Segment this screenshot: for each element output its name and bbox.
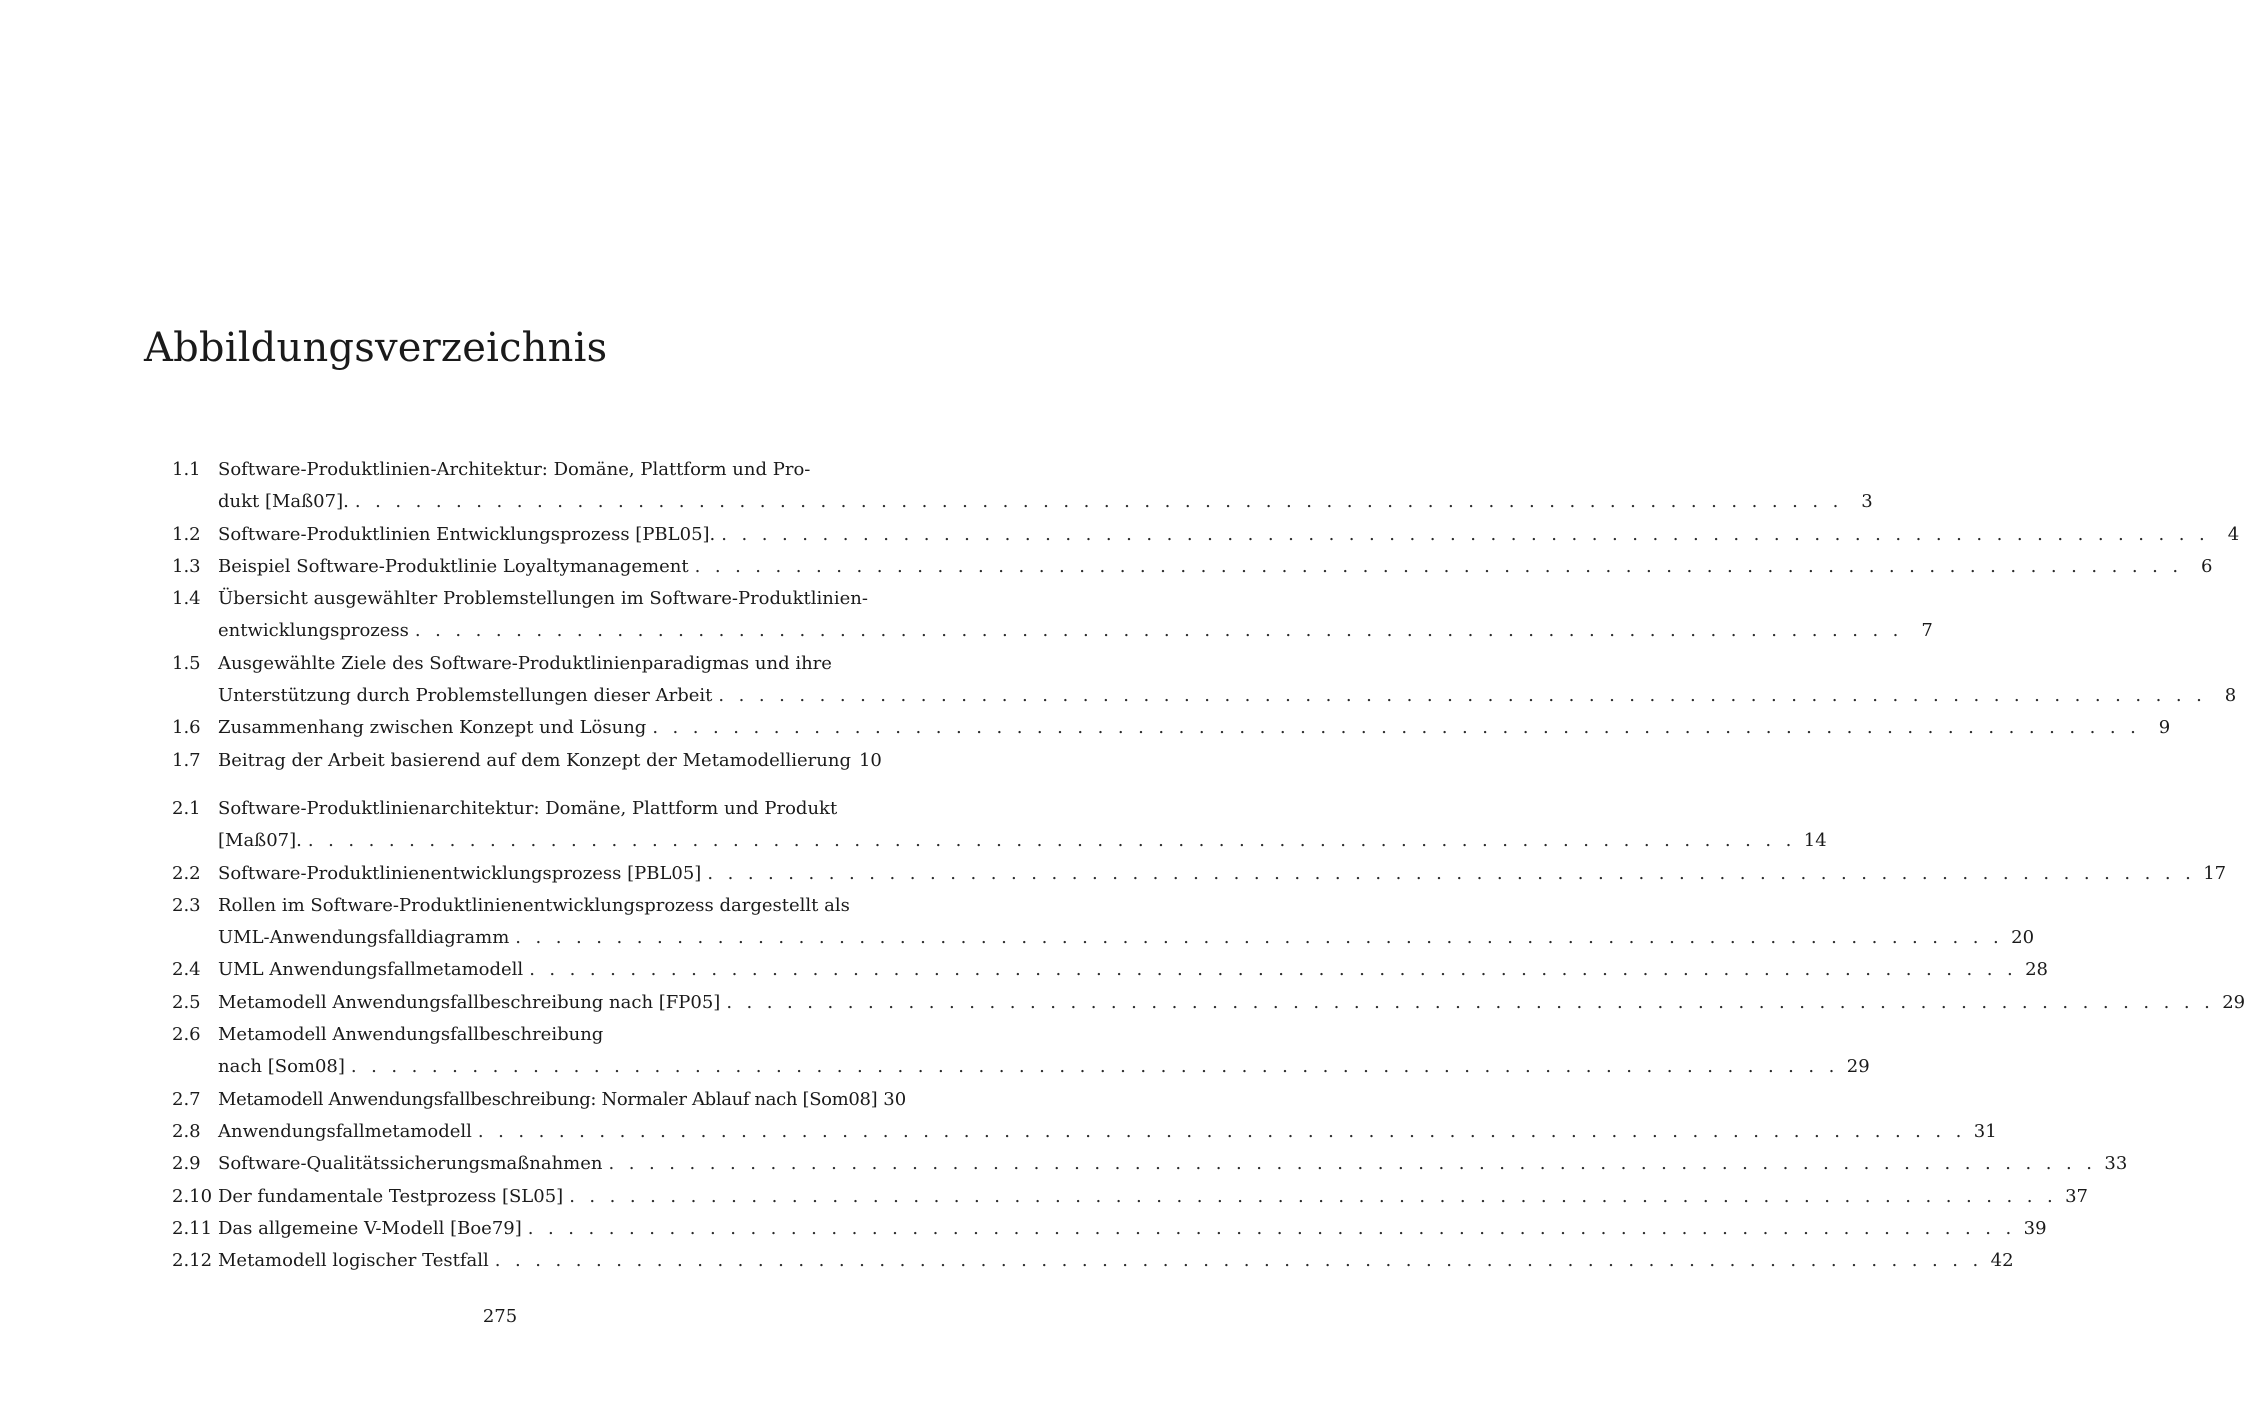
figure-page: 33 <box>2104 1153 2128 1175</box>
figure-page: 8 <box>2224 685 2237 707</box>
figure-entry-1-4 <box>172 583 1933 648</box>
figure-entry-1-7 <box>172 745 882 777</box>
figure-caption-line: Metamodell Anwendungsfallbeschreibung <box>218 1024 604 1046</box>
figure-caption-line: Metamodell logischer Testfall <box>218 1250 489 1272</box>
figure-number: 1.6 <box>172 717 201 739</box>
dot-leader <box>478 1116 1966 1148</box>
figure-entry-2-8 <box>172 1116 1997 1148</box>
figure-caption-line: Software-Produktlinien-Architektur: Domäne, Plattform und Pro- <box>218 459 811 480</box>
figure-entry-2-1 <box>172 793 1827 858</box>
dot-leader <box>695 551 2183 583</box>
figure-caption-line: Software-Produktlinien Entwicklungsprozess [PBL05]. <box>218 523 716 545</box>
figure-number: 2.1 <box>172 797 201 819</box>
figure-caption-line: Beispiel Software-Produktlinie Loyaltymanagement <box>218 555 689 577</box>
figure-page: 39 <box>2023 1217 2047 1239</box>
dot-leader <box>718 680 2206 712</box>
dot-leader <box>652 712 2140 744</box>
figure-caption-line: Das allgemeine V-Modell [Boe79] <box>218 1217 522 1239</box>
dot-leader <box>609 1148 2097 1180</box>
figure-entry-2-11 <box>172 1213 2047 1245</box>
figure-page: 30 <box>883 1088 907 1110</box>
figure-caption-line: Software-Qualitätssicherungsmaßnahmen <box>218 1153 603 1175</box>
figure-number: 1.2 <box>172 523 201 545</box>
page-number: 275 <box>482 1306 518 1327</box>
figure-entry-1-1 <box>172 454 1873 519</box>
dot-leader <box>707 858 2195 890</box>
figure-number: 1.4 <box>172 588 201 610</box>
figure-caption-line: Anwendungsfallmetamodell <box>218 1120 472 1142</box>
figure-page: 20 <box>2011 927 2035 949</box>
figure-page: 9 <box>2158 717 2171 739</box>
figure-caption-line: UML-Anwendungsfalldiagramm <box>218 927 510 949</box>
dot-leader <box>308 825 1796 857</box>
figure-entry-2-2 <box>172 858 2227 890</box>
dot-leader <box>495 1245 1983 1277</box>
figure-entry-2-10 <box>172 1181 2088 1213</box>
figure-entry-2-4 <box>172 954 2048 986</box>
figure-entry-2-9 <box>172 1148 2128 1180</box>
page-title: Abbildungsverzeichnis <box>144 325 608 371</box>
figure-caption-line: dukt [Maß07]. <box>218 491 349 513</box>
figure-entry-1-2 <box>172 519 2240 551</box>
figure-page: 37 <box>2065 1185 2088 1207</box>
figure-number: 2.3 <box>172 894 201 916</box>
figure-caption-line: Zusammenhang zwischen Konzept und Lösung <box>218 717 647 739</box>
figure-page: 4 <box>2227 523 2240 545</box>
dot-leader <box>569 1181 2057 1213</box>
figure-number: 2.9 <box>172 1153 201 1175</box>
dot-leader <box>528 1213 2016 1245</box>
figure-caption-line: Der fundamentale Testprozess [SL05] <box>218 1185 564 1207</box>
figure-caption-line: [Maß07]. <box>218 830 302 852</box>
figure-page: 10 <box>858 749 882 771</box>
figure-number: 2.7 <box>172 1088 201 1110</box>
figure-caption-line: entwicklungsprozess <box>218 620 409 642</box>
figure-entry-2-5 <box>172 987 2245 1019</box>
figure-caption-line: Rollen im Software-Produktlinienentwicklungsprozess dargestellt als <box>218 894 850 916</box>
figure-number: 2.6 <box>172 1024 201 1046</box>
figure-page: 28 <box>2025 959 2048 981</box>
dot-leader <box>351 1051 1839 1083</box>
figure-page: 14 <box>1803 830 1827 852</box>
figure-page: 6 <box>2201 555 2213 577</box>
figure-number: 1.5 <box>172 652 201 674</box>
figure-page: 31 <box>1973 1120 1997 1142</box>
dot-leader <box>529 954 2017 986</box>
figure-number: 2.12 <box>172 1250 213 1272</box>
dot-leader <box>515 922 2003 954</box>
figure-entry-1-5 <box>172 648 2237 713</box>
figure-number: 2.10 <box>172 1185 213 1207</box>
figure-caption-line: Unterstützung durch Problemstellungen dieser Arbeit <box>218 685 713 707</box>
list-of-figures <box>172 454 2245 1277</box>
figure-entry-2-3 <box>172 890 2035 955</box>
figure-number: 2.2 <box>172 862 201 884</box>
figure-caption-line: Übersicht ausgewählter Problemstellungen im Software-Produktlinien- <box>218 588 868 610</box>
figure-number: 2.8 <box>172 1120 201 1142</box>
figure-entry-2-6 <box>172 1019 1870 1084</box>
figure-entry-2-12 <box>172 1245 2014 1277</box>
figure-caption-line: Software-Produktlinienarchitektur: Domäne, Plattform und Produkt <box>218 797 838 819</box>
figure-number: 2.4 <box>172 959 201 981</box>
figure-caption-line: Metamodell Anwendungsfallbeschreibung: Normaler Ablauf nach [Som08] <box>218 1088 878 1110</box>
figure-caption-line: UML Anwendungsfallmetamodell <box>218 959 524 981</box>
figure-caption-line: Software-Produktlinienentwicklungsprozess [PBL05] <box>218 862 702 884</box>
figure-caption-line: Ausgewählte Ziele des Software-Produktlinienparadigmas und ihre <box>218 652 832 674</box>
figure-entry-2-7 <box>172 1084 907 1116</box>
figure-caption-line: nach [Som08] <box>218 1056 345 1078</box>
figure-caption-line: Beitrag der Arbeit basierend auf dem Konzept der Metamodellierung <box>218 749 851 771</box>
figure-entry-1-3 <box>172 551 2213 583</box>
figure-page: 3 <box>1861 491 1873 513</box>
figure-page: 42 <box>1990 1250 2014 1272</box>
figure-page: 17 <box>2203 862 2227 884</box>
figure-number: 1.3 <box>172 555 201 577</box>
figure-caption-line: Metamodell Anwendungsfallbeschreibung nach [FP05] <box>218 991 721 1013</box>
dot-leader <box>721 519 2209 551</box>
dot-leader <box>355 486 1843 518</box>
figure-page: 7 <box>1921 620 1933 642</box>
figure-number: 2.11 <box>172 1217 213 1239</box>
figure-entry-1-6 <box>172 712 2171 744</box>
dot-leader <box>415 615 1903 647</box>
figure-page: 29 <box>2222 991 2245 1013</box>
figure-number: 1.1 <box>172 459 201 480</box>
figure-number: 1.7 <box>172 749 201 771</box>
figure-page: 29 <box>1846 1056 1870 1078</box>
figure-number: 2.5 <box>172 991 201 1013</box>
dot-leader <box>726 987 2214 1019</box>
